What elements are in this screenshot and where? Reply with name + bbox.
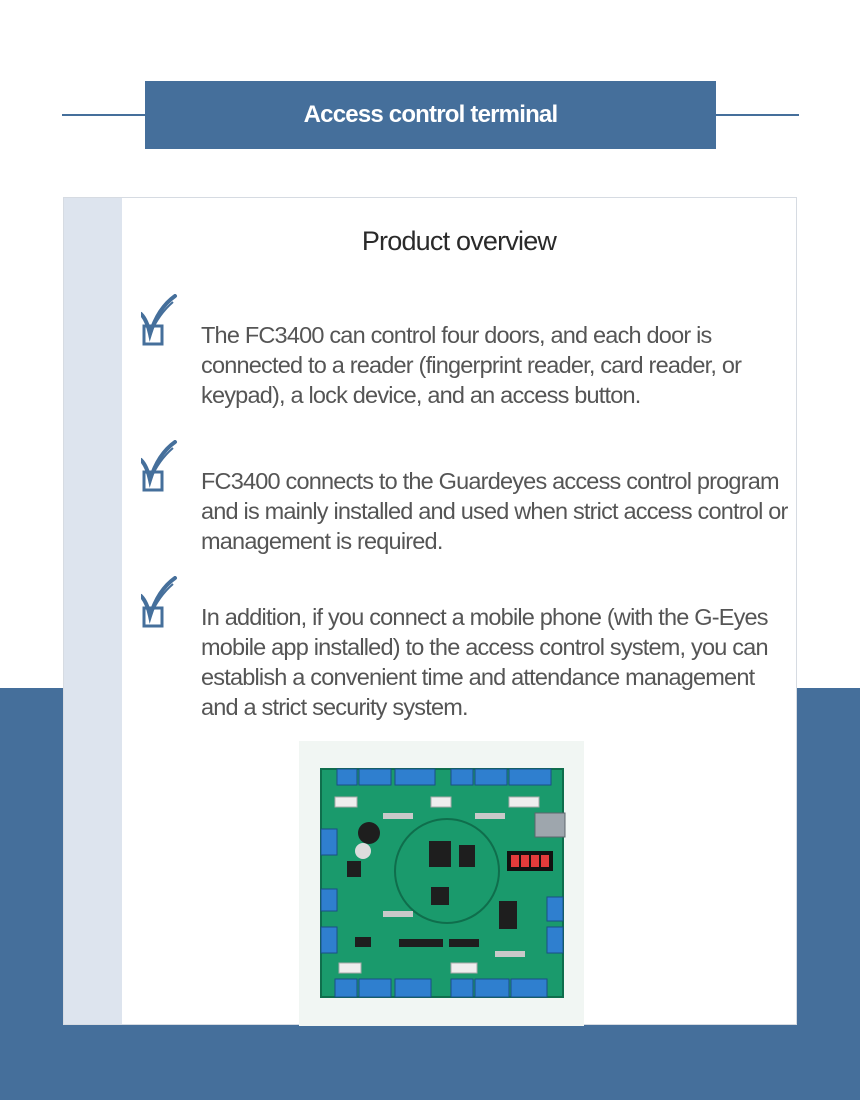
overview-title: Product overview (361, 226, 557, 256)
section-title-banner (145, 81, 716, 149)
checkmark-box-icon (141, 294, 181, 354)
circuit-board-illustration (299, 741, 584, 1026)
section-title: Access control terminal (303, 101, 558, 128)
overview-item-text: FC3400 connects to the Guardeyes access control program and is mainly installed and used when strict access control or management is required. (201, 468, 788, 554)
overview-item (141, 576, 781, 726)
product-board-image (299, 741, 584, 1026)
overview-item-text: The FC3400 can control four doors, and each door is connected to a reader (fingerprint reader, card reader, or keypad), a lock device, and an access button. (201, 322, 742, 408)
card-side-stripe (64, 198, 122, 1024)
overview-item (141, 440, 788, 560)
checkmark-box-icon (141, 576, 181, 636)
overview-item-text: In addition, if you connect a mobile phone (with the G-Eyes mobile app installed) to the access control system, you can establish a convenient time and attendance management and a strict security system. (201, 604, 768, 720)
overview-item (141, 294, 781, 414)
product-overview-card (63, 197, 797, 1025)
header-rule-right (715, 114, 799, 116)
header-rule-left (62, 114, 146, 116)
checkmark-box-icon (141, 440, 181, 500)
